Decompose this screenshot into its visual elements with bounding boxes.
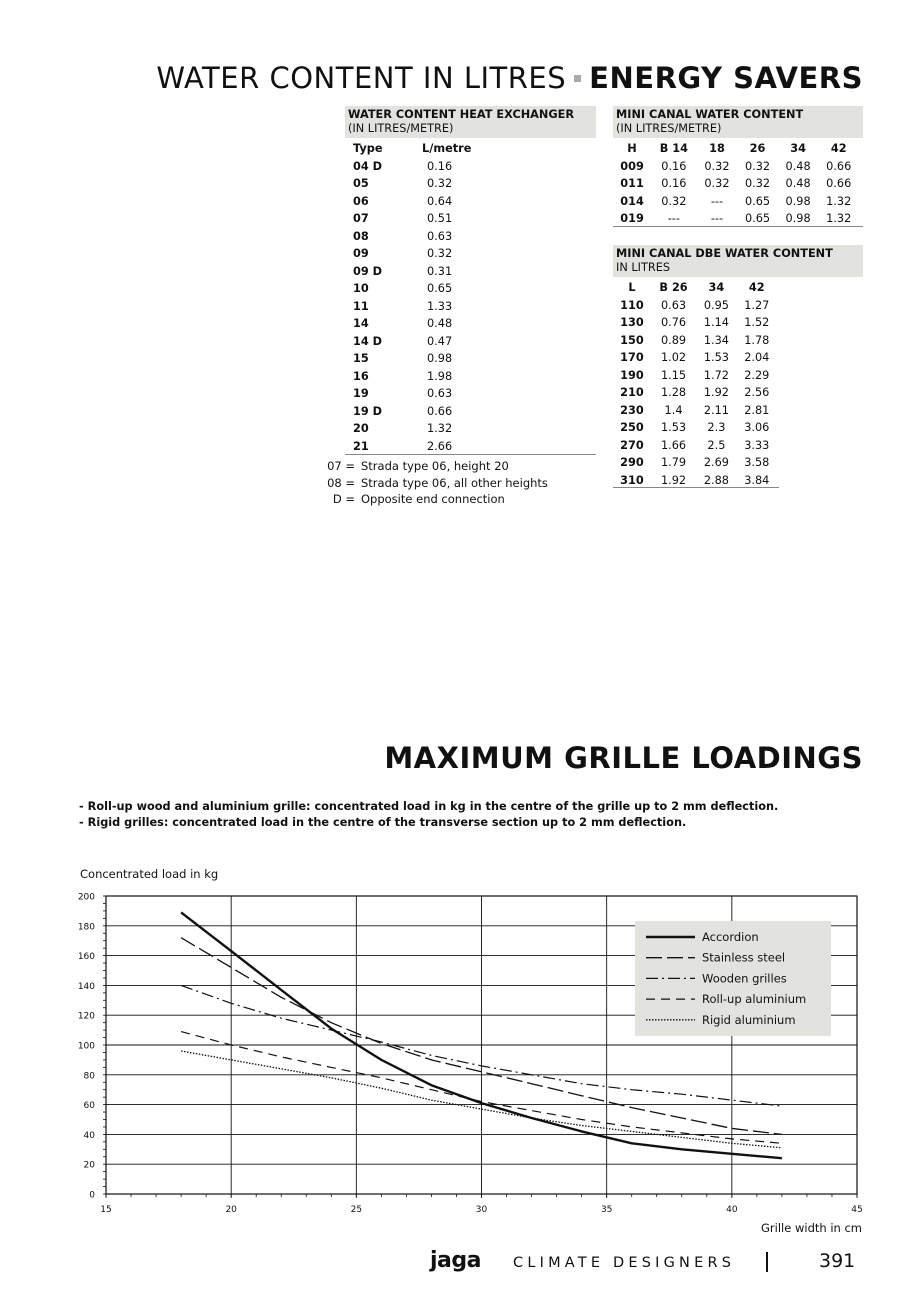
- divider: [613, 487, 779, 488]
- table-row: [345, 315, 471, 333]
- type-cell: 08: [353, 229, 369, 243]
- value-cell: 2.04: [744, 351, 770, 364]
- value-cell: 0.32: [661, 194, 687, 208]
- page-title-main: WATER CONTENT IN LITRES: [156, 61, 567, 95]
- key-cell: 110: [620, 298, 644, 312]
- x-tick-label: 25: [350, 1205, 363, 1215]
- table-row: [345, 298, 471, 316]
- type-cell: 19 D: [353, 404, 383, 418]
- type-cell: 16: [353, 369, 369, 383]
- table-row: [345, 368, 471, 386]
- value-cell: 1.53: [703, 351, 729, 364]
- value-cell: 2.5: [707, 438, 726, 452]
- grille-load-chart: [0, 860, 920, 1240]
- key-cell: 270: [620, 438, 644, 452]
- key-cell: 019: [620, 212, 644, 225]
- value-cell: 0.76: [660, 316, 687, 329]
- value-cell: 3.84: [744, 473, 770, 487]
- heat-exchanger-title: WATER CONTENT HEAT EXCHANGER: [348, 108, 575, 121]
- value-cell: 0.16: [661, 177, 687, 190]
- value-cell: 0.32: [427, 177, 453, 190]
- table-row: [345, 263, 471, 281]
- heat-exchanger-header: [345, 106, 596, 138]
- value-cell: 2.81: [744, 403, 770, 417]
- key-cell: 190: [620, 368, 644, 382]
- value-cell: 0.98: [427, 352, 453, 365]
- table-row: [345, 245, 471, 263]
- footnote-text: Strada type 06, all other heights: [361, 475, 548, 490]
- column-header: 34: [790, 142, 806, 155]
- value-cell: 1.27: [744, 298, 770, 312]
- table-row: [613, 384, 777, 402]
- type-cell: 20: [353, 422, 369, 435]
- footnote-key: 08 =: [327, 475, 355, 490]
- value-cell: 2.56: [744, 386, 770, 399]
- legend-label: Roll-up aluminium: [702, 992, 807, 1007]
- value-cell: 1.92: [703, 386, 729, 399]
- value-cell: 1.52: [744, 316, 770, 329]
- type-cell: 06: [353, 194, 369, 208]
- y-tick-label: 0: [89, 1190, 95, 1201]
- y-tick-label: 180: [77, 922, 95, 933]
- description-line: - Roll-up wood and aluminium grille: concentrated load in kg in the centre of the grille up to 2 mm deflection.: [79, 800, 779, 813]
- table-row: [613, 175, 859, 193]
- value-cell: ---: [667, 212, 680, 225]
- value-cell: 0.66: [826, 177, 852, 190]
- value-cell: 0.65: [744, 212, 771, 225]
- key-cell: 230: [620, 403, 644, 417]
- value-cell: 2.88: [703, 473, 729, 487]
- heat-exchanger-table: [345, 140, 471, 455]
- value-cell: 1.02: [660, 351, 687, 364]
- type-cell: 19: [353, 387, 369, 400]
- mini-canal-dbe-subtitle: IN LITRES: [616, 261, 671, 274]
- mini-canal-subtitle: (IN LITRES/METRE): [616, 122, 722, 135]
- table-row: [345, 333, 471, 351]
- value-cell: 1.4: [664, 403, 683, 417]
- value-cell: 0.31: [427, 264, 453, 278]
- column-header: B 26: [659, 281, 688, 294]
- value-cell: 2.69: [703, 456, 729, 469]
- value-cell: 0.64: [427, 194, 453, 208]
- heat-exchanger-subtitle: (IN LITRES/METRE): [348, 122, 454, 135]
- y-tick-label: 40: [83, 1130, 95, 1141]
- y-tick-label: 100: [77, 1041, 95, 1052]
- key-cell: 014: [620, 194, 644, 208]
- page-title: [156, 60, 863, 96]
- table-row: [613, 402, 777, 420]
- value-cell: 0.66: [427, 404, 453, 418]
- value-cell: 0.32: [427, 247, 453, 260]
- value-cell: 0.63: [427, 229, 453, 243]
- table-row: [345, 438, 471, 456]
- y-tick-label: 60: [83, 1101, 95, 1112]
- x-tick-label: 15: [100, 1205, 112, 1215]
- table-row: [613, 297, 777, 315]
- table-row: [345, 280, 471, 298]
- mini-canal-header: [613, 106, 863, 138]
- divider: [345, 454, 596, 455]
- value-cell: 1.33: [427, 299, 453, 313]
- value-cell: 0.89: [660, 333, 687, 347]
- column-header: Type: [353, 142, 383, 155]
- description-line: - Rigid grilles: concentrated load in the centre of the transverse section up to 2 mm deflection.: [79, 816, 687, 829]
- mini-canal-table: [613, 140, 859, 228]
- value-cell: 2.66: [427, 439, 453, 453]
- value-cell: 1.15: [660, 368, 687, 382]
- type-cell: 10: [353, 282, 369, 295]
- value-cell: 0.48: [785, 177, 811, 190]
- table-row: [345, 403, 471, 421]
- type-cell: 04 D: [353, 159, 383, 173]
- type-cell: 15: [353, 352, 369, 365]
- value-cell: 0.65: [744, 194, 771, 208]
- divider: [613, 226, 863, 227]
- value-cell: 3.58: [744, 456, 770, 469]
- footnote: [321, 491, 548, 508]
- y-tick-label: 160: [77, 952, 95, 963]
- type-cell: 14: [353, 317, 369, 330]
- key-cell: 150: [620, 333, 644, 347]
- value-cell: 0.48: [427, 317, 453, 330]
- table-row: [613, 314, 777, 332]
- y-tick-label: 200: [77, 892, 95, 903]
- value-cell: 0.32: [744, 177, 771, 190]
- value-cell: 0.32: [744, 159, 771, 173]
- value-cell: 2.11: [703, 403, 729, 417]
- jaga-logo: jaga: [430, 1248, 481, 1273]
- x-axis-label: Grille width in cm: [761, 1221, 862, 1235]
- key-cell: 170: [620, 351, 644, 364]
- x-tick-label: 35: [600, 1205, 613, 1215]
- table-row: [613, 193, 859, 211]
- mini-canal-dbe-header: [613, 245, 863, 277]
- value-cell: 3.06: [744, 421, 770, 434]
- key-cell: 130: [620, 316, 644, 329]
- value-cell: 0.63: [427, 387, 453, 400]
- x-tick-label: 20: [225, 1205, 237, 1215]
- type-cell: 09: [353, 247, 369, 260]
- y-axis-label: Concentrated load in kg: [80, 867, 219, 881]
- footer-divider: [766, 1252, 768, 1272]
- key-cell: 210: [620, 386, 644, 399]
- x-tick-label: 40: [726, 1205, 738, 1215]
- value-cell: 1.34: [703, 333, 729, 347]
- footnote: [321, 458, 548, 475]
- key-cell: 009: [620, 159, 644, 173]
- value-cell: 3.33: [744, 438, 770, 452]
- type-cell: 05: [353, 177, 369, 190]
- type-cell: 07: [353, 212, 369, 225]
- mini-canal-title: MINI CANAL WATER CONTENT: [616, 108, 804, 121]
- value-cell: ---: [710, 212, 724, 225]
- table-row: [345, 385, 471, 403]
- legend-label: Wooden grilles: [702, 971, 787, 986]
- footer-tagline: CLIMATE DESIGNERS: [513, 1255, 736, 1271]
- value-cell: 1.78: [744, 333, 770, 347]
- table-row: [345, 158, 471, 176]
- value-cell: 0.47: [427, 334, 453, 348]
- legend-label: Stainless steel: [702, 950, 786, 965]
- key-cell: 250: [620, 421, 644, 434]
- footnote-text: Strada type 06, height 20: [361, 459, 509, 473]
- value-cell: 1.98: [427, 369, 453, 383]
- value-cell: 1.32: [826, 194, 852, 208]
- footnote-key: D =: [332, 492, 355, 506]
- footnote-key: 07 =: [327, 459, 355, 473]
- column-header: 42: [748, 281, 765, 294]
- table-row: [613, 367, 777, 385]
- value-cell: 0.51: [427, 212, 453, 225]
- table-row: [613, 158, 859, 176]
- y-tick-label: 140: [77, 981, 95, 992]
- column-header: 42: [830, 142, 847, 155]
- mini-canal-dbe-table: [613, 279, 777, 489]
- legend-label: Accordion: [702, 930, 759, 944]
- table-row: [345, 193, 471, 211]
- legend-label: Rigid aluminium: [702, 1012, 796, 1027]
- table-row: [613, 419, 777, 437]
- value-cell: 1.79: [660, 456, 687, 469]
- column-header: L/metre: [422, 142, 472, 155]
- page-title-product: ENERGY SAVERS: [589, 61, 863, 95]
- value-cell: 1.28: [660, 386, 687, 399]
- value-cell: 1.92: [660, 473, 687, 487]
- column-header: 18: [709, 142, 725, 155]
- value-cell: 1.14: [703, 316, 729, 329]
- mini-canal-dbe-title: MINI CANAL DBE WATER CONTENT: [616, 247, 833, 260]
- mini-canal-dbe-section: [613, 245, 863, 489]
- heat-exchanger-section: [345, 106, 596, 455]
- value-cell: 1.32: [826, 212, 852, 225]
- column-header: H: [627, 142, 637, 155]
- value-cell: 0.98: [785, 194, 811, 208]
- value-cell: 0.48: [785, 159, 811, 173]
- table-row: [613, 210, 859, 228]
- value-cell: 1.53: [660, 421, 687, 434]
- value-cell: 1.32: [427, 422, 453, 435]
- key-cell: 011: [620, 177, 644, 190]
- key-cell: 290: [620, 456, 644, 469]
- table-row: [613, 437, 777, 455]
- value-cell: 1.72: [703, 368, 729, 382]
- footnote-text: Opposite end connection: [361, 492, 505, 506]
- table-row: [345, 175, 471, 193]
- table-row: [345, 420, 471, 438]
- value-cell: 0.16: [661, 159, 687, 173]
- value-cell: 0.95: [703, 298, 729, 312]
- footnotes: [321, 458, 548, 508]
- column-header: L: [628, 281, 636, 294]
- value-cell: 0.63: [660, 298, 687, 312]
- value-cell: ---: [710, 194, 724, 208]
- mini-canal-section: [613, 106, 863, 228]
- grille-description: [79, 799, 778, 831]
- table-row: [613, 454, 777, 472]
- table-row: [613, 349, 777, 367]
- table-row: [345, 350, 471, 368]
- value-cell: 0.32: [704, 159, 730, 173]
- type-cell: 21: [353, 439, 369, 453]
- column-header: 26: [749, 142, 766, 155]
- value-cell: 0.66: [826, 159, 852, 173]
- y-tick-label: 80: [83, 1071, 95, 1082]
- type-cell: 14 D: [353, 334, 383, 348]
- table-row: [345, 210, 471, 228]
- page-number: 391: [819, 1250, 856, 1272]
- table-row: [613, 332, 777, 350]
- column-header: B 14: [659, 142, 688, 155]
- table-row: [345, 228, 471, 246]
- grille-loadings-title: MAXIMUM GRILLE LOADINGS: [384, 741, 863, 775]
- title-separator: [574, 75, 581, 82]
- y-tick-label: 20: [83, 1160, 95, 1171]
- key-cell: 310: [620, 473, 644, 487]
- x-tick-label: 45: [851, 1205, 863, 1215]
- value-cell: 0.65: [427, 282, 453, 295]
- value-cell: 0.16: [427, 159, 453, 173]
- value-cell: 0.32: [704, 177, 730, 190]
- type-cell: 11: [353, 299, 369, 313]
- value-cell: 2.3: [707, 421, 726, 434]
- y-tick-label: 120: [77, 1011, 95, 1022]
- column-header: 34: [708, 281, 725, 294]
- x-tick-label: 30: [475, 1205, 488, 1215]
- footnote: [321, 475, 548, 492]
- value-cell: 1.66: [660, 438, 687, 452]
- value-cell: 2.29: [744, 368, 770, 382]
- type-cell: 09 D: [353, 264, 383, 278]
- value-cell: 0.98: [785, 212, 811, 225]
